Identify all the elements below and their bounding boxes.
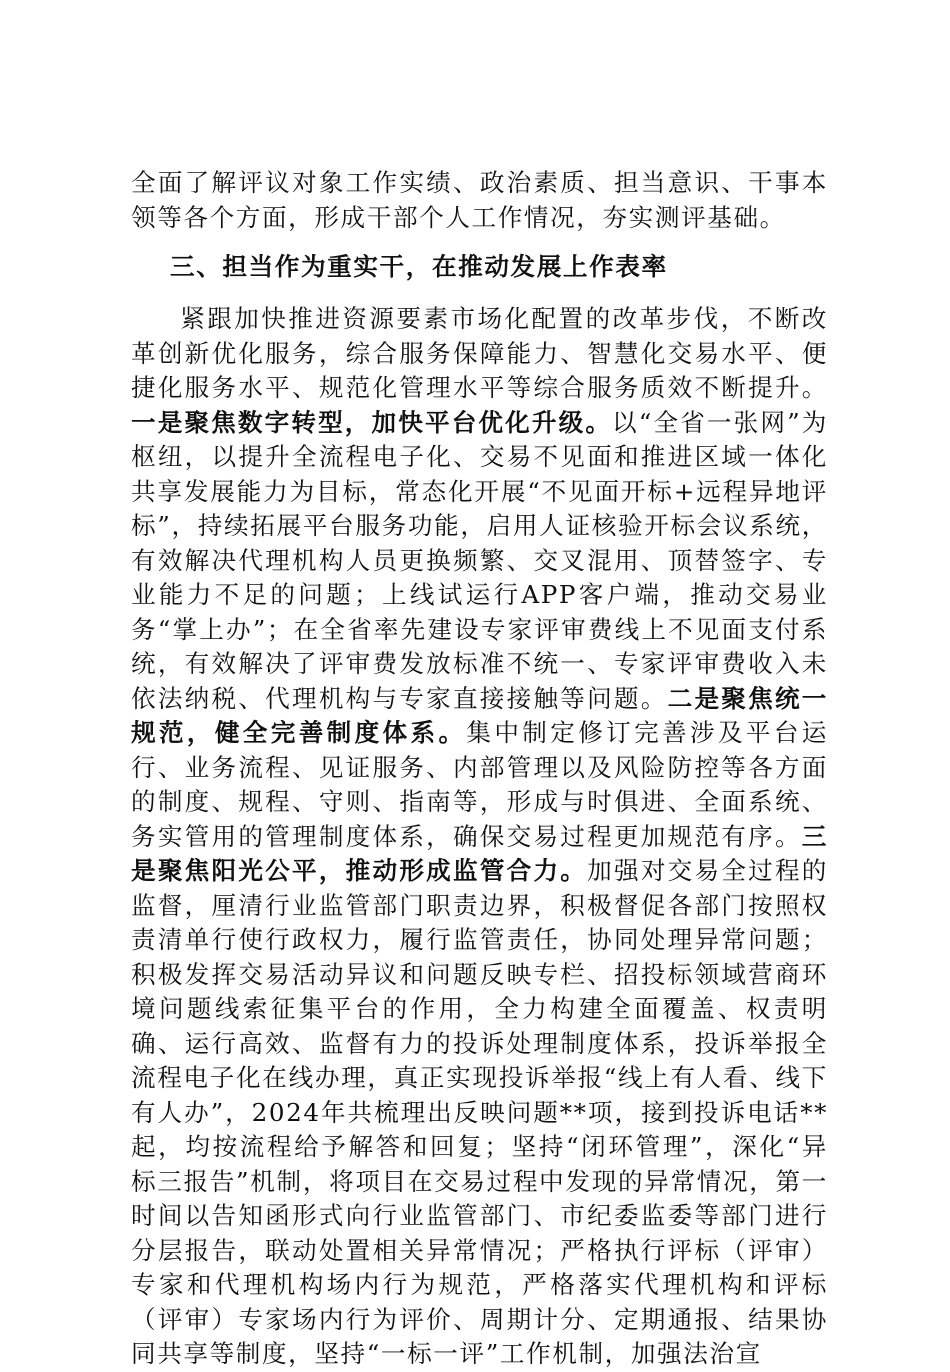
paragraph-intro: 紧跟加快推进资源要素市场化配置的改革步伐，不断改革创新优化服务，综合服务保障能力、智慧化交易水平、便捷化服务水平、规范化管理水平等综合服务质效不断提升。 [131,304,828,402]
section-heading-3: 三、担当作为重实干，在推动发展上作表率 [170,252,668,281]
paragraph-continuation: 全面了解评议对象工作实绩、政治素质、担当意识、干事本领等各个方面，形成干部个人工作情况，夯实测评基础。 [131,168,828,232]
point-2-title: 二是聚焦统一规范，健全完善制度体系。 [131,683,828,747]
point-1-title: 一是聚焦数字转型，加快平台优化升级。 [131,407,613,437]
point-3-title: 三是聚焦阳光公平，推动形成监管合力。 [131,821,828,885]
paragraph-section-3 [131,302,828,1372]
point-3-body: 加强对交易全过程的监督，厘清行业监管部门职责边界，积极督促各部门按照权责清单行使行政权力，履行监管责任，协同处理异常问题；积极发挥交易活动异议和问题反映专栏、招投标领域营商环境问题线索征集平台的作用，全力构建全面覆盖、权责明确、运行高效、监督有力的投诉处理制度体系，投诉举报全流程电子化在线办理，真正实现投诉举报“线上有人看、线下有人办”，2024年共梳理出反映问题**项，接到投诉电话**起，均按流程给予解答和回复；坚持“闭环管理”，深化“异标三报告”机制，将项目在交易过程中发现的异常情况，第一时间以告知函形式向行业监管部门、市纪委监委等部门进行分层报告，联动处置相关异常情况；严格执行评标（评审）专家和代理机构场内行为规范，严格落实代理机构和评标（评审）专家场内行为评价、周期计分、定期通报、结果协同共享等制度，坚持“一标一评”工作机制，加强法治宣 [131,856,829,1368]
point-1-body: 以“全省一张网”为枢纽，以提升全流程电子化、交易不见面和推进区域一体化共享发展能力为目标，常态化开展“不见面开标+远程异地评标”，持续拓展平台服务功能，启用人证核验开标会议系统，有效解决代理机构人员更换频繁、交叉混用、顶替签字、专业能力不足的问题；上线试运行APP客户端，推动交易业务“掌上办”；在全省率先建设专家评审费线上不见面支付系统，有效解决了评审费发放标准不统一、专家评审费收入未依法纳税、代理机构与专家直接接触等问题。 [131,407,828,713]
point-2-body: 集中制定修订完善涉及平台运行、业务流程、见证服务、内部管理以及风险防控等各方面的制度、规程、守则、指南等，形成与时俱进、全面系统、务实管用的管理制度体系，确保交易过程更加规范有序。 [131,718,828,851]
